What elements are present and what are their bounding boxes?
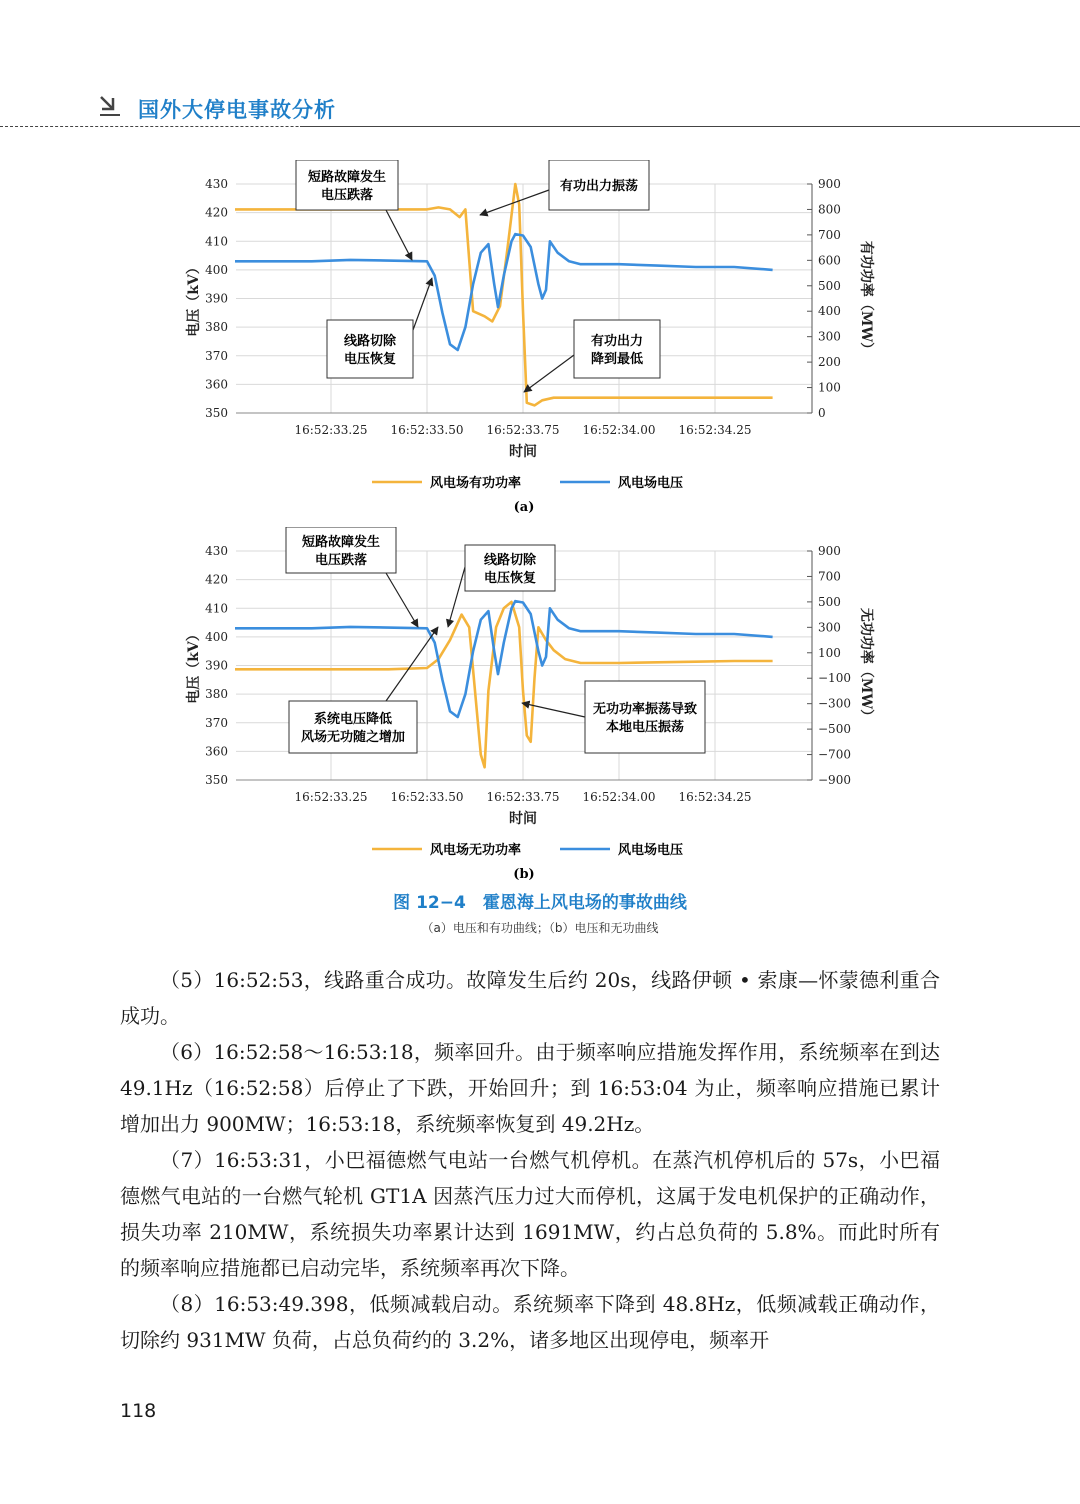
x-axis-label: 时间 <box>509 444 537 460</box>
y-right-tick-label: 900 <box>818 544 841 558</box>
panel-label: (a) <box>513 500 535 515</box>
figure-caption: 图 12−4 霍恩海上风电场的事故曲线 <box>393 893 687 913</box>
x-tick-label: 16:52:33.25 <box>294 423 368 437</box>
body-text <box>120 962 940 1358</box>
legend-label: 风电场有功功率 <box>430 476 522 491</box>
y-right-tick-label: 300 <box>818 620 841 635</box>
annotation-text: 降到最低 <box>590 352 644 367</box>
x-tick-label: 16:52:33.75 <box>486 423 560 437</box>
y-right-tick-label: 900 <box>818 177 841 191</box>
y-right-tick-label: 500 <box>818 594 841 609</box>
paragraph: （8）16:53:49.398，低频减载启动。系统频率下降到 48.8Hz，低频减载正确动作，切除约 931MW 负荷，占总负荷约的 3.2%，诸多地区出现停电，频率开 <box>120 1292 940 1352</box>
y-right-tick-label: 700 <box>818 569 841 584</box>
figure-subcaption: （a）电压和有功曲线；（b）电压和无功曲线 <box>421 921 659 935</box>
x-tick-label: 16:52:33.75 <box>486 790 560 804</box>
annotation-text: 本地电压振荡 <box>605 720 685 735</box>
y-left-axis-label: 电压（kV） <box>186 627 202 704</box>
legend-label: 风电场无功功率 <box>430 843 522 858</box>
y-left-tick-label: 350 <box>205 773 228 787</box>
y-left-axis-label: 电压（kV） <box>186 260 202 337</box>
header-solid-rule <box>300 126 1080 127</box>
annotation-arrow <box>413 278 432 330</box>
y-left-tick-label: 420 <box>205 205 228 220</box>
annotation-arrow <box>386 210 412 260</box>
annotation-text: 短路故障发生 <box>301 535 381 550</box>
y-left-tick-label: 400 <box>205 629 228 644</box>
y-left-tick-label: 370 <box>205 715 228 730</box>
y-left-tick-label: 360 <box>205 744 228 759</box>
x-tick-label: 16:52:33.50 <box>390 423 464 437</box>
paragraph: （5）16:52:53，线路重合成功。故障发生后约 20s，线路伊顿 • 索康—怀蒙德利重合成功。 <box>120 968 940 1028</box>
legend-label: 风电场电压 <box>618 843 684 858</box>
annotation-text: 电压跌落 <box>320 188 374 203</box>
y-left-tick-label: 390 <box>205 658 228 673</box>
running-header <box>0 84 1080 134</box>
y-right-tick-label: −100 <box>818 671 851 686</box>
paragraph: （7）16:53:31，小巴福德燃气电站一台燃气机停机。在蒸汽机停机后的 57s，小巴福德燃气电站的一台燃气轮机 GT1A 因蒸汽压力过大而停机，这属于发电机保护的正确动作，损失功率 210MW，系统损失功率累计达到 1691MW，约占总负荷的 5.8%。而此时所有的频率响应措施都已启动完毕，系统频率再次下降。 <box>120 1148 940 1280</box>
y-left-tick-label: 370 <box>205 348 228 363</box>
series-line <box>235 234 773 350</box>
annotation-text: 电压恢复 <box>343 352 397 367</box>
book-title: 国外大停电事故分析 <box>138 98 336 122</box>
x-tick-label: 16:52:34.00 <box>582 790 656 804</box>
annotation-text: 短路故障发生 <box>307 170 387 185</box>
chart-a-voltage-active-power <box>0 160 1080 520</box>
y-right-axis-label: 无功功率（MW） <box>858 607 874 724</box>
y-right-tick-label: 500 <box>818 278 841 293</box>
annotation-text: 系统电压降低 <box>313 712 393 727</box>
y-left-tick-label: 410 <box>205 234 228 249</box>
annotation-box <box>585 681 705 753</box>
y-right-tick-label: −300 <box>818 696 851 711</box>
y-right-tick-label: 0 <box>818 406 826 420</box>
y-right-tick-label: 800 <box>818 202 841 217</box>
y-left-tick-label: 380 <box>205 320 228 335</box>
y-left-tick-label: 390 <box>205 291 228 306</box>
y-left-tick-label: 430 <box>205 177 228 191</box>
x-tick-label: 16:52:34.25 <box>678 423 752 437</box>
series-line <box>235 184 773 405</box>
y-right-tick-label: 100 <box>818 380 841 395</box>
y-right-tick-label: −500 <box>818 722 851 737</box>
y-right-tick-label: −900 <box>818 773 851 787</box>
annotation-box <box>289 701 417 753</box>
page-number: 118 <box>120 1400 157 1422</box>
y-right-axis-label: 有功功率（MW） <box>858 240 874 357</box>
annotation-text: 有功出力振荡 <box>559 179 639 194</box>
annotation-text: 无功功率振荡导致 <box>592 702 698 717</box>
y-left-tick-label: 420 <box>205 572 228 587</box>
annotation-box <box>574 320 660 378</box>
y-left-tick-label: 430 <box>205 544 228 558</box>
annotation-text: 风场无功随之增加 <box>300 730 406 745</box>
y-right-tick-label: 700 <box>818 227 841 242</box>
y-right-tick-label: 400 <box>818 304 841 319</box>
annotation-text: 电压跌落 <box>314 553 368 568</box>
annotation-arrow <box>386 573 418 627</box>
annotation-text: 电压恢复 <box>483 571 537 586</box>
y-left-tick-label: 380 <box>205 687 228 702</box>
y-left-tick-label: 410 <box>205 601 228 616</box>
y-right-tick-label: 100 <box>818 645 841 660</box>
annotation-arrow <box>524 355 574 392</box>
y-left-tick-label: 400 <box>205 262 228 277</box>
x-tick-label: 16:52:34.00 <box>582 423 656 437</box>
chevron-arrow-icon <box>98 94 122 118</box>
y-right-tick-label: 600 <box>818 253 841 268</box>
annotation-box <box>327 320 413 378</box>
x-axis-label: 时间 <box>509 811 537 827</box>
panel-label: (b) <box>513 867 535 882</box>
legend-label: 风电场电压 <box>618 476 684 491</box>
y-right-tick-label: 300 <box>818 329 841 344</box>
paragraph: （6）16:52:58～16:53:18，频率回升。由于频率响应措施发挥作用，系统频率在到达 49.1Hz（16:52:58）后停止了下跌，开始回升；到 16:53:04 为止，频率响应措施已累计增加出力 900MW；16:53:18，系统频率恢复到 49.2Hz。 <box>120 1040 940 1136</box>
x-tick-label: 16:52:33.25 <box>294 790 368 804</box>
y-left-tick-label: 360 <box>205 377 228 392</box>
annotation-text: 线路切除 <box>343 334 397 349</box>
y-right-tick-label: −700 <box>818 747 851 762</box>
annotation-text: 有功出力 <box>590 334 644 349</box>
y-left-tick-label: 350 <box>205 406 228 420</box>
x-tick-label: 16:52:34.25 <box>678 790 752 804</box>
x-tick-label: 16:52:33.50 <box>390 790 464 804</box>
y-right-tick-label: 200 <box>818 355 841 370</box>
chart-b-voltage-reactive-power <box>0 527 1080 887</box>
annotation-text: 线路切除 <box>483 553 537 568</box>
